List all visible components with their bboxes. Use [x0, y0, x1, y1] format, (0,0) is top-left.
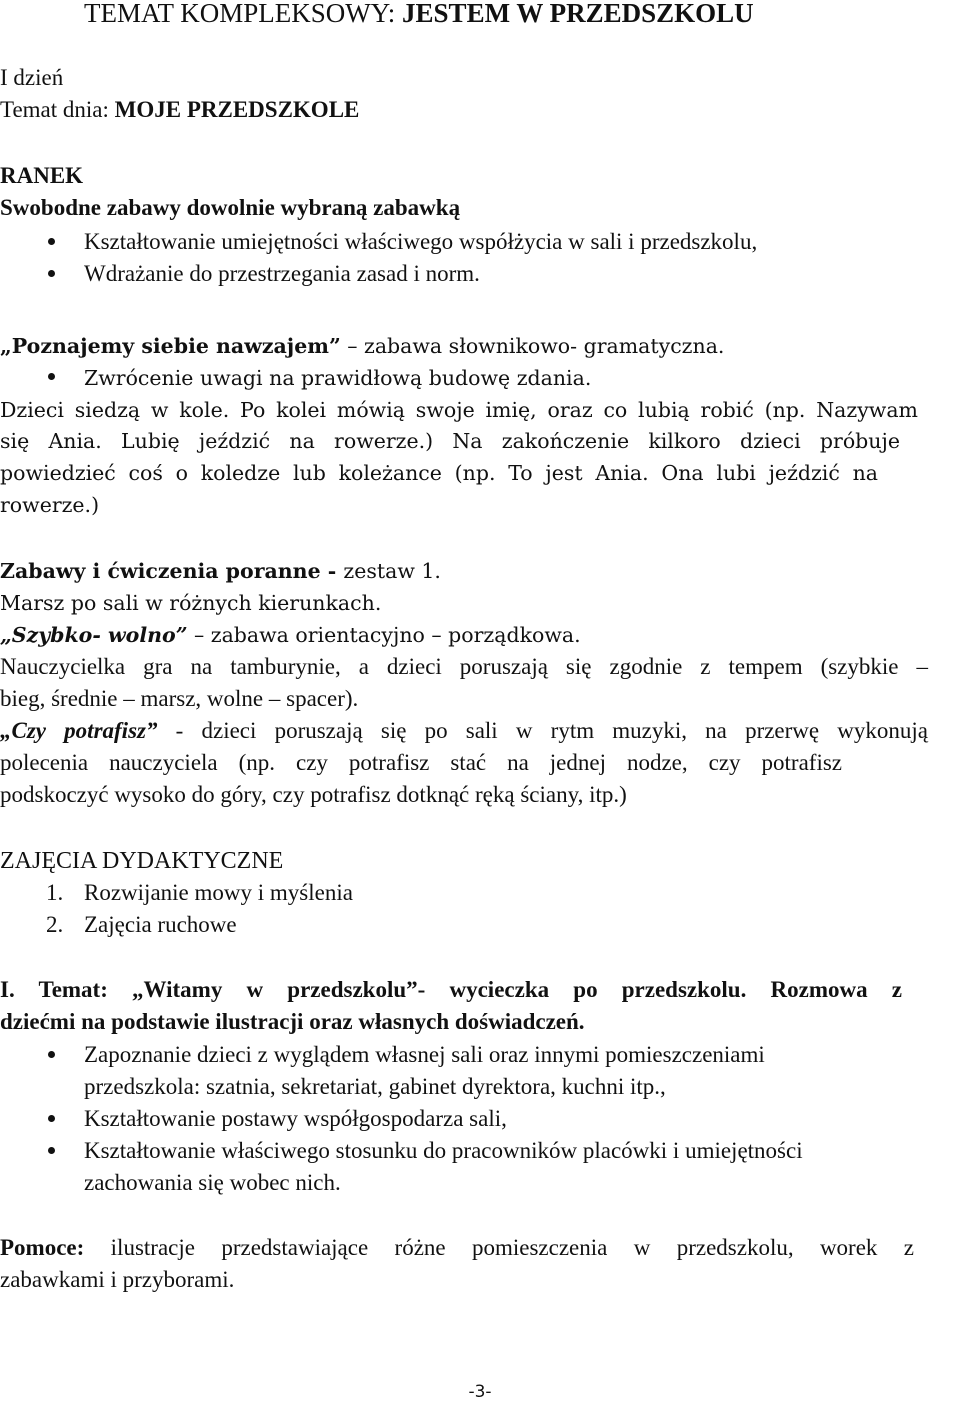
temat-bullet-line: Kształtowanie postawy współgospodarza sali, — [84, 1106, 507, 1131]
zajecia-heading: ZAJĘCIA DYDAKTYCZNE — [0, 848, 284, 874]
ranek-bullet-2: Wdrażanie do przestrzegania zasad i norm. — [84, 261, 480, 286]
temat-bullet-line: Kształtowanie właściwego stosunku do pracowników placówki i umiejętności — [84, 1138, 803, 1163]
poznajemy-bullet: Zwrócenie uwagi na prawidłową budowę zdania. — [84, 366, 592, 390]
zajecia-item-number: 1. — [46, 880, 64, 905]
poznajemy-paragraph-line: Dzieci siedzą w kole. Po kolei mówią swoje imię, oraz co lubią robić (np. Nazywam — [0, 398, 918, 422]
poznajemy-paragraph-line: powiedzieć coś o koledze lub koleżance (np. To jest Ania. Ona lubi jeździć na — [0, 461, 878, 485]
zabawy-nauczycielka-line: bieg, średnie – marsz, wolne – spacer). — [0, 686, 359, 711]
zabawy-czy-line: „Czy potrafisz” - dzieci poruszają się po sali w rytm muzyki, na przerwę wykonują — [0, 718, 928, 743]
zajecia-item-number: 2. — [46, 912, 64, 937]
temat-bullet-line: przedszkola: szatnia, sekretariat, gabinet dyrektora, kuchni itp., — [84, 1074, 666, 1099]
zabawy-marsz: Marsz po sali w różnych kierunkach. — [0, 591, 382, 615]
poznajemy-heading: „Poznajemy siebie nawzajem” – zabawa słownikowo- gramatyczna. — [0, 334, 725, 358]
temat-line: dziećmi na podstawie ilustracji oraz własnych doświadczeń. — [0, 1009, 585, 1034]
zajecia-item-text: Rozwijanie mowy i myślenia — [84, 880, 353, 905]
zabawy-szybko: „Szybko- wolno” – zabawa orientacyjno – porządkowa. — [0, 623, 581, 647]
zabawy-nauczycielka-line: Nauczycielka gra na tamburynie, a dzieci poruszają się zgodnie z tempem (szybkie – — [0, 654, 928, 679]
day-label: I dzień — [0, 65, 64, 90]
poznajemy-paragraph-line: rowerze.) — [0, 493, 100, 517]
bullet-icon — [48, 1051, 55, 1058]
zabawy-czy-line: polecenia nauczyciela (np. czy potrafisz stać na jednej nodze, czy potrafisz — [0, 750, 842, 775]
bullet-icon — [48, 238, 55, 245]
bullet-icon — [48, 1147, 55, 1154]
temat-line: I. Temat: „Witamy w przedszkolu”- wycieczka po przedszkolu. Rozmowa z — [0, 977, 902, 1002]
zajecia-item-text: Zajęcia ruchowe — [84, 912, 237, 937]
ranek-heading: RANEK — [0, 163, 84, 188]
pomoce-line: Pomoce: ilustracje przedstawiające różne pomieszczenia w przedszkolu, worek z — [0, 1235, 914, 1260]
bullet-icon — [48, 270, 55, 277]
poznajemy-paragraph-line: się Ania. Lubię jeździć na rowerze.) Na zakończenie kilkoro dzieci próbuje — [0, 429, 900, 453]
zabawy-heading: Zabawy i ćwiczenia poranne - zestaw 1. — [0, 559, 441, 583]
page-number: -3- — [468, 1382, 492, 1402]
pomoce-line: zabawkami i przyborami. — [0, 1267, 235, 1292]
day-topic: Temat dnia: MOJE PRZEDSZKOLE — [0, 97, 360, 122]
temat-bullet-line: zachowania się wobec nich. — [84, 1170, 341, 1195]
complex-topic-title: TEMAT KOMPLEKSOWY: JESTEM W PRZEDSZKOLU — [84, 0, 754, 28]
zabawy-czy-line: podskoczyć wysoko do góry, czy potrafisz dotknąć ręką ściany, itp.) — [0, 782, 627, 807]
bullet-icon — [48, 373, 55, 380]
ranek-bullet-1: Kształtowanie umiejętności właściwego współżycia w sali i przedszkolu, — [84, 229, 758, 254]
ranek-subheading: Swobodne zabawy dowolnie wybraną zabawką — [0, 195, 461, 220]
temat-bullet-line: Zapoznanie dzieci z wyglądem własnej sali oraz innymi pomieszczeniami — [84, 1042, 765, 1067]
bullet-icon — [48, 1115, 55, 1122]
